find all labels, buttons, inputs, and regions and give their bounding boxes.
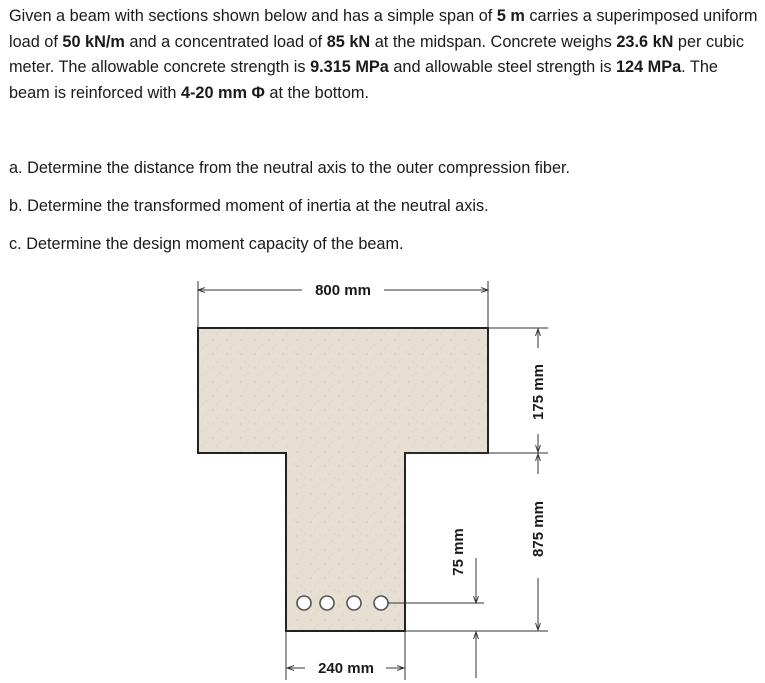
problem-text: at the midspan. Concrete weighs: [370, 32, 617, 51]
problem-text: . The beam is reinforced with: [9, 58, 718, 102]
web-width-label: 240 mm: [318, 660, 374, 677]
problem-text: per cubic meter. The allowable concrete strength is: [9, 32, 744, 76]
steel-strength-value: 124 MPa: [615, 58, 682, 76]
uniform-load-value: 50 kN/m: [62, 32, 125, 51]
flange-depth-label: 175 mm: [530, 364, 547, 420]
span-value: 5 m: [496, 7, 525, 25]
question-c: c. Determine the design moment capacity of the beam.: [9, 235, 404, 253]
cover-label: 75 mm: [450, 528, 467, 576]
tee-section-shape: [198, 328, 488, 631]
rebar-circle: [374, 596, 388, 610]
problem-text: and a concentrated load of: [124, 32, 327, 51]
question-a: a. Determine the distance from the neutral axis to the outer compression fiber.: [9, 159, 571, 177]
point-load-value: 85 kN: [326, 32, 371, 51]
problem-text: Given a beam with sections shown below and has a simple span of: [9, 7, 497, 25]
problem-text: at the bottom.: [264, 83, 369, 102]
total-depth-label: 875 mm: [530, 501, 547, 557]
question-b: b. Determine the transformed moment of inertia at the neutral axis.: [9, 197, 489, 215]
problem-text: carries a superimposed uniform load of: [9, 7, 758, 51]
rebar-circle: [347, 596, 361, 610]
flange-width-label: 800 mm: [315, 282, 371, 299]
problem-text: and allowable steel strength is: [388, 58, 616, 76]
reinforcement-value: 4-20 mm Φ: [180, 83, 265, 102]
rebar-circle: [297, 596, 311, 610]
rebar-circle: [320, 596, 334, 610]
unit-weight-value: 23.6 kN: [616, 32, 674, 51]
concrete-strength-value: 9.315 MPa: [310, 58, 389, 76]
